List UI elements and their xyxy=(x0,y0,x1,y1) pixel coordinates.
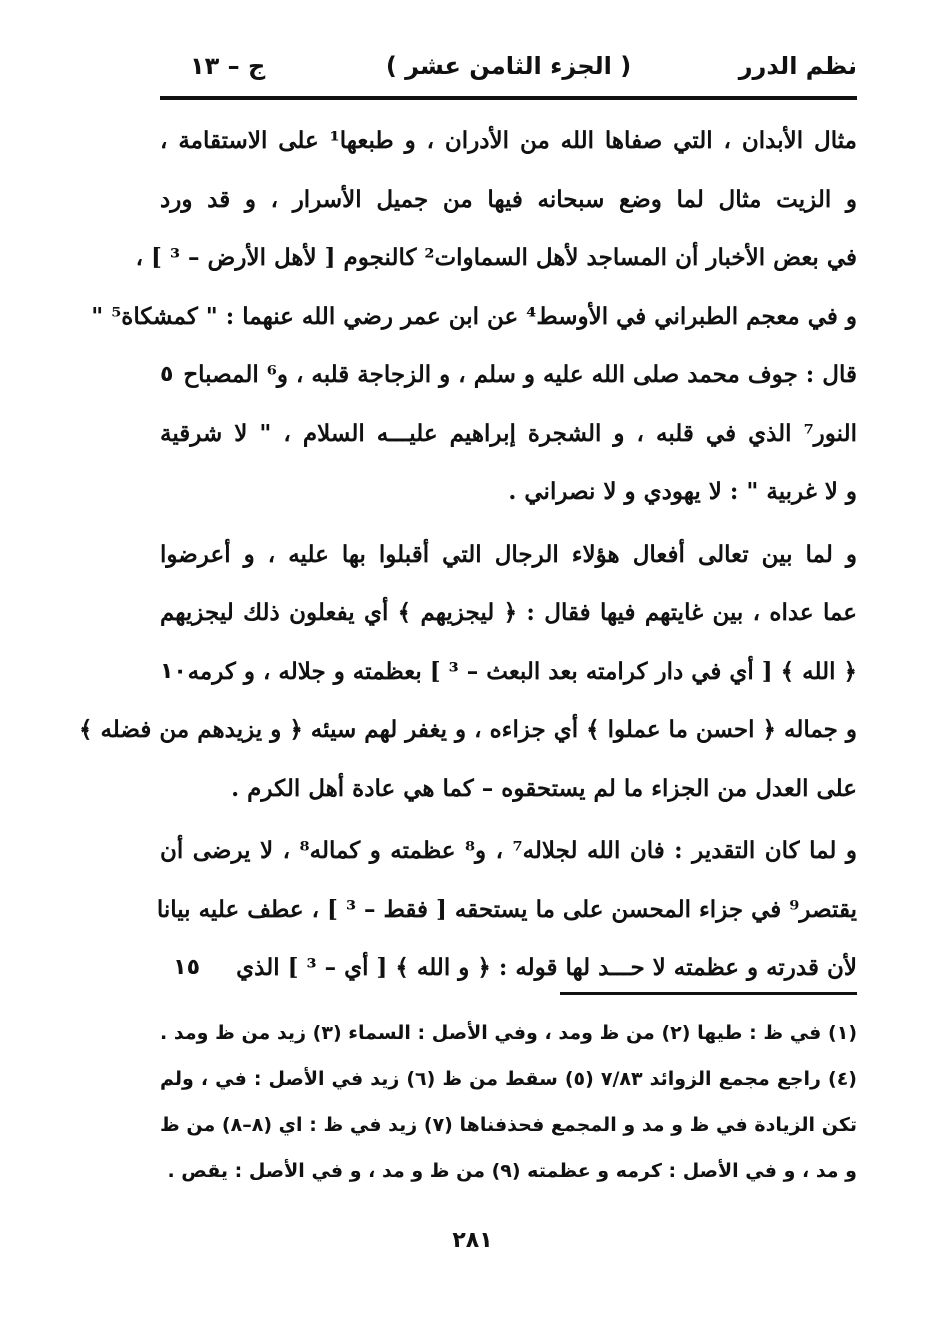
footnote-separator xyxy=(560,992,857,995)
footnotes xyxy=(160,1010,857,1194)
footnote-line: (٤) راجع مجمع الزوائد ٧/٨٣ (٥) سقط من ظ (٦) زيد في الأصل : في ، ولم xyxy=(160,1068,857,1090)
text-line xyxy=(160,171,857,230)
text-line xyxy=(160,643,857,702)
footnote-line: و مد ، و في الأصل : كرمه و عظمته (٩) من ظ و مد ، و في الأصل : يقص . xyxy=(167,1160,857,1182)
text-line xyxy=(160,760,857,819)
text-line-content: يقتصر⁹ في جزاء المحسن على ما يستحقه [ فقط – ³ ] ، عطف عليه بيانا xyxy=(156,895,857,923)
text-line xyxy=(156,881,857,940)
paragraph xyxy=(91,112,857,522)
text-line-content: و الزيت مثال لما وضع سبحانه فيها من جميل الأسرار ، و قد ورد xyxy=(160,185,857,213)
text-line xyxy=(160,584,857,643)
text-line xyxy=(160,939,857,998)
text-line-content: على العدل من الجزاء ما لم يستحقوه – كما هي عادة أهل الكرم . xyxy=(231,774,857,802)
footnote-line: تكن الزيادة في ظ و مد و المجمع فحذفناها (٧) زيد في ظ : اي (٨–٨) من ظ xyxy=(160,1114,858,1136)
text-line xyxy=(135,229,857,288)
header-rule xyxy=(160,96,857,100)
line-number: ١٠ xyxy=(160,658,187,684)
text-line-content: و لا غربية " : لا يهودي و لا نصراني . xyxy=(508,478,857,505)
text-line-content: لأن قدرته و عظمته لا حـــد لها قوله : ﴿ و الله ﴾ [ أي – ³ ] الذي xyxy=(236,954,857,981)
line-number: ٥ xyxy=(160,362,174,387)
text-line xyxy=(160,526,857,585)
text-line-content: و لما كان التقدير : فان الله لجلاله⁷ ، و⁸ عظمته و كماله⁸ ، لا يرضى أن xyxy=(160,837,858,864)
header-volume-title: ( الجزء الثامن عشر ) xyxy=(385,52,632,80)
text-line-content: و في معجم الطبراني في الأوسط⁴ عن ابن عمر رضي الله عنهما : " كمشكاة⁵ " xyxy=(91,302,857,330)
main-text xyxy=(78,112,858,998)
line-number: ١٥ xyxy=(173,955,200,980)
text-line-content: قال : جوف محمد صلى الله عليه و سلم ، و الزجاجة قلبه ، و⁶ المصباح xyxy=(183,361,857,388)
text-line-content: و لما بين تعالى أفعال هؤلاء الرجال التي أقبلوا بها عليه ، و أعرضوا xyxy=(160,540,857,568)
paragraph xyxy=(78,526,857,819)
text-line xyxy=(160,463,857,522)
running-header xyxy=(160,44,857,92)
page-number: ٢٨١ xyxy=(452,1228,493,1253)
text-line xyxy=(160,112,857,171)
footnote-line: (١) في ظ : طيها (٢) من ظ ومد ، وفي الأصل : السماء (٣) زيد من ظ ومد . xyxy=(160,1022,857,1044)
header-book-title: نظم الدرر xyxy=(738,52,857,80)
text-line xyxy=(91,288,857,347)
text-line-content: النور⁷ الذي في قلبه ، و الشجرة إبراهيم عليـــه السلام ، " لا شرقية xyxy=(160,419,857,447)
text-line xyxy=(78,701,857,760)
text-line-content: عما عداه ، بين غايتهم فيها فقال : ﴿ ليجزيهم ﴾ أي يفعلون ذلك ليجزيهم xyxy=(160,599,857,626)
paragraph xyxy=(156,822,858,998)
text-line-content: ﴿ الله ﴾ [ أي في دار كرامته بعد البعث – ³ ] بعظمته و جلاله ، و كرمه xyxy=(187,657,857,685)
text-line-content: في بعض الأخبار أن المساجد لأهل السماوات² كالنجوم [ لأهل الأرض – ³ ] ، xyxy=(135,244,857,271)
text-line xyxy=(160,405,857,464)
header-volume-number: ج – ١٣ xyxy=(190,52,266,80)
text-line-content: و جماله ﴿ احسن ما عملوا ﴾ أي جزاءه ، و يغفر لهم سيئه ﴿ و يزيدهم من فضله ﴾ xyxy=(78,716,857,743)
text-line-content: مثال الأبدان ، التي صفاها الله من الأدران ، و طبعها¹ على الاستقامة ، xyxy=(160,127,857,154)
text-line xyxy=(160,822,857,881)
text-line xyxy=(160,346,857,405)
